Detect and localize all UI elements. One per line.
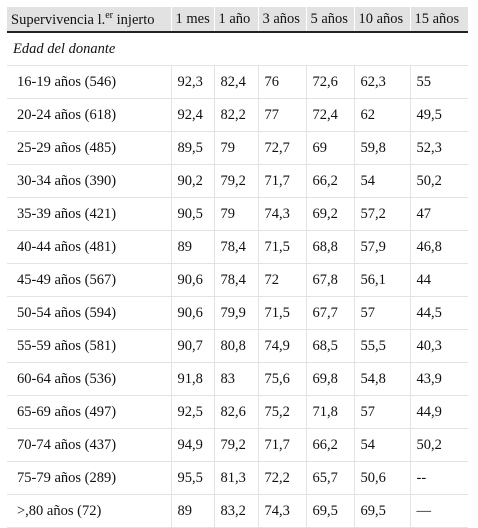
table-row (7, 462, 468, 495)
row-label: 45-49 años (567) (7, 264, 171, 297)
table-cell: 90,6 (171, 264, 214, 297)
survival-table (7, 7, 468, 528)
table-cell: 79,2 (214, 165, 258, 198)
header-first-column (7, 7, 171, 32)
table-row (7, 363, 468, 396)
table-row (7, 132, 468, 165)
table-row (7, 99, 468, 132)
table-cell: 78,4 (214, 264, 258, 297)
table-header (7, 7, 468, 32)
table-cell: 95,5 (171, 462, 214, 495)
table-cell: 77 (258, 99, 306, 132)
row-label: 40-44 años (481) (7, 231, 171, 264)
table-cell: 75,6 (258, 363, 306, 396)
header-column: 3 años (258, 7, 306, 32)
table-cell: 79 (214, 132, 258, 165)
table-cell: 79,9 (214, 297, 258, 330)
table-cell: 40,3 (410, 330, 468, 363)
table-row (7, 429, 468, 462)
table-cell: 44 (410, 264, 468, 297)
row-label: 75-79 años (289) (7, 462, 171, 495)
table-cell: 66,2 (306, 429, 354, 462)
table-cell: 50,2 (410, 165, 468, 198)
row-label: 30-34 años (390) (7, 165, 171, 198)
table-cell: 82,2 (214, 99, 258, 132)
table-cell: 44,5 (410, 297, 468, 330)
table-cell: 82,4 (214, 66, 258, 99)
row-label: 70-74 años (437) (7, 429, 171, 462)
table-cell: 57 (354, 396, 410, 429)
table-cell: 72,4 (306, 99, 354, 132)
table-body (7, 32, 468, 528)
table-row (7, 330, 468, 363)
table-cell: 62,3 (354, 66, 410, 99)
table-row (7, 66, 468, 99)
row-label: 50-54 años (594) (7, 297, 171, 330)
table-cell: 71,7 (258, 165, 306, 198)
table-cell: 71,5 (258, 231, 306, 264)
header-first-suffix: injerto (113, 11, 155, 28)
row-label: >,80 años (72) (7, 495, 171, 528)
table-cell: 78,4 (214, 231, 258, 264)
table-cell: 69 (306, 132, 354, 165)
table-cell: 68,5 (306, 330, 354, 363)
table-cell: 69,8 (306, 363, 354, 396)
table-cell: 54,8 (354, 363, 410, 396)
table-cell: 72,2 (258, 462, 306, 495)
table-cell: 59,8 (354, 132, 410, 165)
header-first-superscript: er (105, 9, 114, 21)
header-column: 5 años (306, 7, 354, 32)
table-cell: 47 (410, 198, 468, 231)
row-label: 60-64 años (536) (7, 363, 171, 396)
table-cell: 67,7 (306, 297, 354, 330)
table-cell: 69,5 (306, 495, 354, 528)
header-row (7, 7, 468, 32)
table-cell: 69,2 (306, 198, 354, 231)
header-column: 10 años (354, 7, 410, 32)
table-cell: — (410, 495, 468, 528)
table-cell: 89 (171, 495, 214, 528)
table-row (7, 165, 468, 198)
header-column: 15 años (410, 7, 468, 32)
table-cell: 81,3 (214, 462, 258, 495)
table-row (7, 198, 468, 231)
table-cell: 74,3 (258, 198, 306, 231)
row-label: 16-19 años (546) (7, 66, 171, 99)
table-cell: 90,6 (171, 297, 214, 330)
row-label: 20-24 años (618) (7, 99, 171, 132)
table-cell: 43,9 (410, 363, 468, 396)
table-cell: 57 (354, 297, 410, 330)
table-cell: 82,6 (214, 396, 258, 429)
table-cell: 54 (354, 165, 410, 198)
table-cell: 94,9 (171, 429, 214, 462)
table-cell: 72 (258, 264, 306, 297)
row-label: 65-69 años (497) (7, 396, 171, 429)
table-cell: 57,9 (354, 231, 410, 264)
table-cell: 71,7 (258, 429, 306, 462)
group-row (7, 32, 468, 66)
table-cell: 66,2 (306, 165, 354, 198)
table-cell: 65,7 (306, 462, 354, 495)
table-cell: 90,2 (171, 165, 214, 198)
table-cell: 74,9 (258, 330, 306, 363)
table-cell: 74,3 (258, 495, 306, 528)
table-cell: 57,2 (354, 198, 410, 231)
table-cell: 89 (171, 231, 214, 264)
table-cell: 92,3 (171, 66, 214, 99)
header-column: 1 año (214, 7, 258, 32)
table-cell: 92,5 (171, 396, 214, 429)
table-cell: 44,9 (410, 396, 468, 429)
table-cell: 50,2 (410, 429, 468, 462)
table-row (7, 231, 468, 264)
row-label: 25-29 años (485) (7, 132, 171, 165)
table-row (7, 264, 468, 297)
table-cell: 52,3 (410, 132, 468, 165)
table-cell: 76 (258, 66, 306, 99)
table-cell: 72,6 (306, 66, 354, 99)
table-cell: 62 (354, 99, 410, 132)
table-cell: 50,6 (354, 462, 410, 495)
table-cell: 90,7 (171, 330, 214, 363)
table-row (7, 495, 468, 528)
table-cell: 55,5 (354, 330, 410, 363)
table-cell: 71,8 (306, 396, 354, 429)
table-row (7, 396, 468, 429)
table-cell: 80,8 (214, 330, 258, 363)
header-first-prefix: Supervivencia l. (11, 11, 106, 28)
table-cell: 71,5 (258, 297, 306, 330)
table-cell: 72,7 (258, 132, 306, 165)
table-cell: 55 (410, 66, 468, 99)
table-cell: 83,2 (214, 495, 258, 528)
table-cell: 49,5 (410, 99, 468, 132)
header-column: 1 mes (171, 7, 214, 32)
table-cell: 68,8 (306, 231, 354, 264)
table-cell: 69,5 (354, 495, 410, 528)
table-cell: 89,5 (171, 132, 214, 165)
table-cell: 90,5 (171, 198, 214, 231)
table-cell: 54 (354, 429, 410, 462)
table-cell: 75,2 (258, 396, 306, 429)
table-cell: -- (410, 462, 468, 495)
table-cell: 92,4 (171, 99, 214, 132)
table-row (7, 297, 468, 330)
table-cell: 56,1 (354, 264, 410, 297)
table-cell: 79,2 (214, 429, 258, 462)
table-cell: 79 (214, 198, 258, 231)
row-label: 55-59 años (581) (7, 330, 171, 363)
row-label: 35-39 años (421) (7, 198, 171, 231)
table-cell: 67,8 (306, 264, 354, 297)
group-label: Edad del donante (7, 32, 468, 66)
table-cell: 83 (214, 363, 258, 396)
table-cell: 91,8 (171, 363, 214, 396)
table-cell: 46,8 (410, 231, 468, 264)
